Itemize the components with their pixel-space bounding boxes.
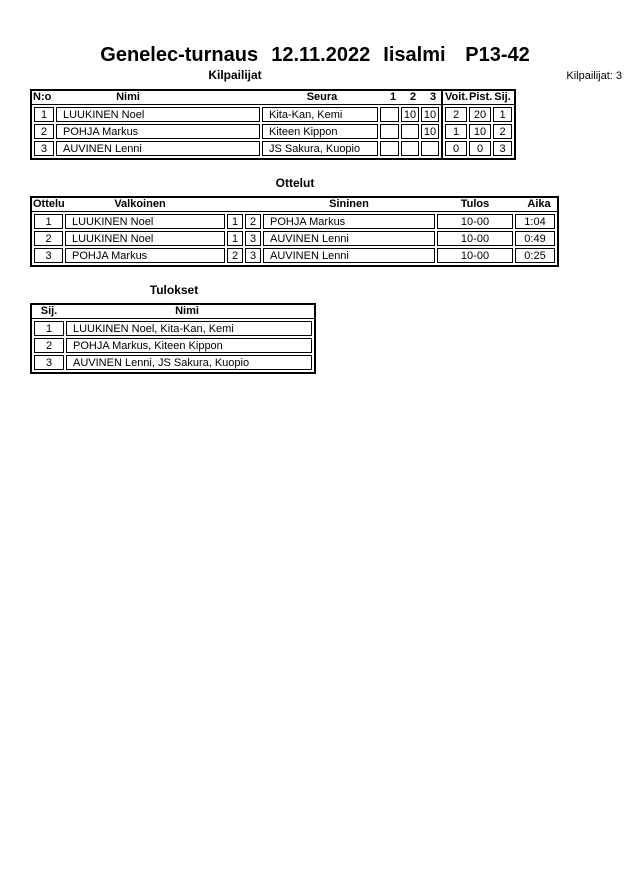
white-player-cell: POHJA Markus <box>65 248 225 263</box>
matches-table-body <box>32 212 557 265</box>
result-cell: 10-00 <box>437 248 513 263</box>
blue-number-cell: 2 <box>245 214 261 229</box>
white-number-cell: 1 <box>227 214 243 229</box>
table-row <box>34 248 555 263</box>
blue-player-cell: AUVINEN Lenni <box>263 231 435 246</box>
col-header-club: Seura <box>306 91 338 103</box>
col-header-match2: 2 <box>409 91 417 103</box>
match-number-cell: 3 <box>34 248 63 263</box>
col-header-blue: Sininen <box>329 198 369 210</box>
match1-score-cell <box>380 107 399 122</box>
table-row <box>445 124 512 139</box>
competitors-table-standings-section <box>441 91 514 158</box>
points-cell: 10 <box>469 124 491 139</box>
match2-score-cell <box>401 124 419 139</box>
col-header-match: Ottelu <box>33 198 65 210</box>
col-header-time: Aika <box>527 198 551 210</box>
table-row <box>34 231 555 246</box>
result-cell: 10-00 <box>437 231 513 246</box>
blue-player-cell: AUVINEN Lenni <box>263 248 435 263</box>
col-header-match1: 1 <box>389 91 397 103</box>
col-header-place: Sij. <box>40 305 58 317</box>
col-header-white: Valkoinen <box>114 198 166 210</box>
match1-score-cell <box>380 124 399 139</box>
name-cell: POHJA Markus, Kiteen Kippon <box>66 338 312 353</box>
points-cell: 20 <box>469 107 491 122</box>
results-table <box>30 303 316 374</box>
white-player-cell: LUUKINEN Noel <box>65 231 225 246</box>
table-row <box>445 107 512 122</box>
name-cell: LUUKINEN Noel <box>56 107 260 122</box>
competitors-table-body-right <box>443 105 514 158</box>
table-row <box>34 124 439 139</box>
match1-score-cell <box>380 141 399 156</box>
match3-score-cell: 10 <box>421 124 439 139</box>
competitors-table <box>30 89 516 160</box>
place-cell: 3 <box>34 355 64 370</box>
match2-score-cell <box>401 141 419 156</box>
time-cell: 0:49 <box>515 231 555 246</box>
match3-score-cell <box>421 141 439 156</box>
white-number-cell: 1 <box>227 231 243 246</box>
match-number-cell: 1 <box>34 214 63 229</box>
name-cell: AUVINEN Lenni <box>56 141 260 156</box>
table-row <box>34 338 312 353</box>
col-header-number: N:o <box>33 91 52 103</box>
number-cell: 1 <box>34 107 54 122</box>
time-cell: 0:25 <box>515 248 555 263</box>
number-cell: 2 <box>34 124 54 139</box>
col-header-place: Sij. <box>494 91 511 103</box>
white-number-cell: 2 <box>227 248 243 263</box>
col-header-name: Nimi <box>116 91 140 103</box>
blue-player-cell: POHJA Markus <box>263 214 435 229</box>
col-header-name: Nimi <box>175 305 199 317</box>
match3-score-cell: 10 <box>421 107 439 122</box>
wins-cell: 2 <box>445 107 467 122</box>
name-cell: POHJA Markus <box>56 124 260 139</box>
place-cell: 2 <box>34 338 64 353</box>
competitors-table-body-left <box>32 105 441 158</box>
table-row <box>445 141 512 156</box>
blue-number-cell: 3 <box>245 231 261 246</box>
white-player-cell: LUUKINEN Noel <box>65 214 225 229</box>
col-header-result: Tulos <box>460 198 490 210</box>
table-row <box>34 107 439 122</box>
club-cell: JS Sakura, Kuopio <box>262 141 378 156</box>
table-row <box>34 321 312 336</box>
table-row <box>34 214 555 229</box>
competitors-table-header <box>32 91 441 105</box>
wins-cell: 1 <box>445 124 467 139</box>
blue-number-cell: 3 <box>245 248 261 263</box>
name-cell: AUVINEN Lenni, JS Sakura, Kuopio <box>66 355 312 370</box>
place-cell: 1 <box>34 321 64 336</box>
competitors-section-label: Kilpailijat <box>208 68 262 82</box>
col-header-match3: 3 <box>429 91 437 103</box>
standings-header <box>443 91 514 105</box>
matches-table-header <box>32 198 557 212</box>
place-cell: 1 <box>493 107 512 122</box>
matches-table <box>30 196 559 267</box>
wins-cell: 0 <box>445 141 467 156</box>
col-header-points: Pist. <box>469 91 493 103</box>
table-row <box>34 355 312 370</box>
page-title: Genelec-turnaus 12.11.2022 Iisalmi P13-42 <box>100 44 530 66</box>
place-cell: 3 <box>493 141 512 156</box>
number-cell: 3 <box>34 141 54 156</box>
results-table-header <box>32 305 314 319</box>
time-cell: 1:04 <box>515 214 555 229</box>
match-number-cell: 2 <box>34 231 63 246</box>
name-cell: LUUKINEN Noel, Kita-Kan, Kemi <box>66 321 312 336</box>
points-cell: 0 <box>469 141 491 156</box>
match2-score-cell: 10 <box>401 107 419 122</box>
col-header-wins: Voit. <box>445 91 469 103</box>
club-cell: Kita-Kan, Kemi <box>262 107 378 122</box>
competitor-count: Kilpailijat: 3 <box>566 70 622 82</box>
results-section-heading: Tulokset <box>149 283 199 297</box>
result-cell: 10-00 <box>437 214 513 229</box>
matches-section-heading: Ottelut <box>275 176 315 190</box>
results-table-body <box>32 319 314 372</box>
club-cell: Kiteen Kippon <box>262 124 378 139</box>
place-cell: 2 <box>493 124 512 139</box>
table-row <box>34 141 439 156</box>
competitors-table-left-section <box>32 91 441 158</box>
